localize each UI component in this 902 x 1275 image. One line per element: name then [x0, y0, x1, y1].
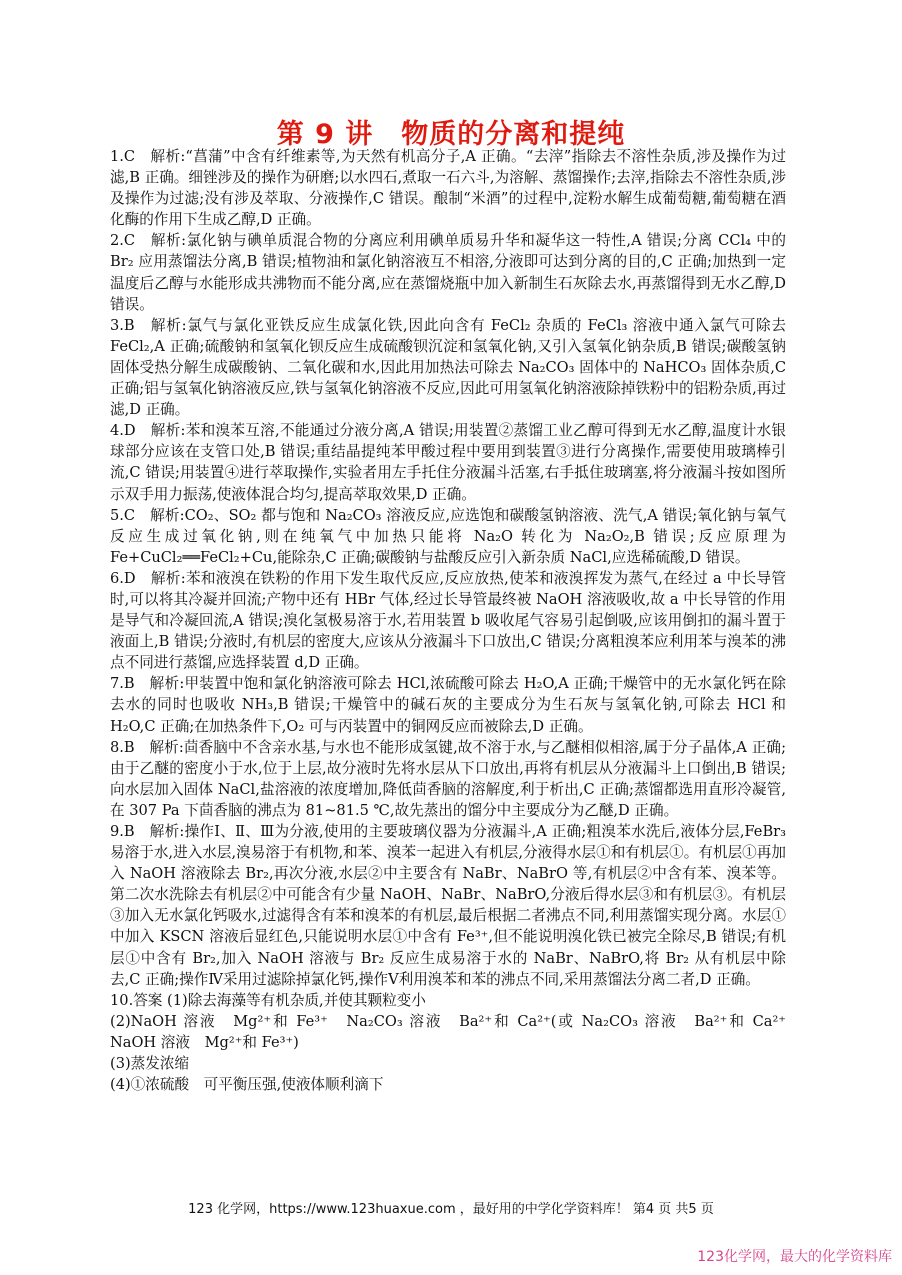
answer-item-6: 6.D 解析:苯和液溴在铁粉的作用下发生取代反应,反应放热,使苯和液溴挥发为蒸气,在经过 a 中长导管时,可以将其冷凝并回流;产物中还有 HBr 气体,经过长导管最终被 NaOH 溶液吸收,故 a 中长导管的作用是导气和冷凝回流,A 错误;溴化氢极易溶于水,若用装置 b 吸收尾气容易引起倒吸,应该用倒扣的漏斗置于液面上,B 错误;分液时,有机层的密度大,应该从分液漏斗下口放出,C 错误;分离粗溴苯应利用苯与溴苯的沸点不同进行蒸馏,应选择装置 d,D 正确。 — [110, 569, 786, 672]
answer-item-5: 5.C 解析:CO₂、SO₂ 都与饱和 Na₂CO₃ 溶液反应,应选饱和碳酸氢钠溶液、洗气,A 错误;氧化钠与氧气反应生成过氧化钠,则在纯氧气中加热只能将 Na₂O 转化为 Na₂O₂,B 错误;反应原理为 Fe+CuCl₂══FeCl₂+Cu,能除杂,C 正确;碳酸钠与盐酸反应引入新杂质 NaCl,应选稀硫酸,D 错误。 — [110, 506, 786, 566]
watermark-text: 123化学网，最大的化学资料库 — [697, 1249, 892, 1265]
answer-item-3: 3.B 解析:氯气与氯化亚铁反应生成氯化铁,因此向含有 FeCl₂ 杂质的 FeCl₃ 溶液中通入氯气可除去 FeCl₂,A 正确;硫酸钠和氢氧化钡反应生成硫酸钡沉淀和氢氧化钠,又引入氢氧化钠杂质,B 错误;碳酸氢钠固体受热分解生成碳酸钠、二氧化碳和水,因此用加热法可除去 Na₂CO₃ 固体中的 NaHCO₃ 固体杂质,C 正确;铝与氢氧化钠溶液反应,铁与氢氧化钠溶液不反应,因此可用氢氧化钠溶液除掉铁粉中的铝粉杂质,再过滤,D 正确。 — [110, 316, 786, 419]
answer-item-9: 9.B 解析:操作Ⅰ、Ⅱ、Ⅲ为分液,使用的主要玻璃仪器为分液漏斗,A 正确;粗溴苯水洗后,液体分层,FeBr₃ 易溶于水,进入水层,溴易溶于有机物,和苯、溴苯一起进入有机层,分液得水层①和有机层①。有机层①再加入 NaOH 溶液除去 Br₂,再次分液,水层②中主要含有 NaBr、NaBrO 等,有机层②中含有苯、溴苯等。第二次水洗除去有机层②中可能含有少量 NaOH、NaBr、NaBrO,分液后得水层③和有机层③。有机层③加入无水氯化钙吸水,过滤得含有苯和溴苯的有机层,最后根据二者沸点不同,利用蒸馏实现分离。水层①中加入 KSCN 溶液后显红色,只能说明水层①中含有 Fe³⁺,但不能说明溴化铁已被完全除尽,B 错误;有机层①中含有 Br₂,加入 NaOH 溶液与 Br₂ 反应生成易溶于水的 NaBr、NaBrO,将 Br₂ 从有机层中除去,C 正确;操作Ⅳ采用过滤除掉氯化钙,操作Ⅴ利用溴苯和苯的沸点不同,采用蒸馏法分离二者,D 正确。 — [110, 823, 786, 988]
answer-item-8: 8.B 解析:茴香脑中不含亲水基,与水也不能形成氢键,故不溶于水,与乙醚相似相溶,属于分子晶体,A 正确;由于乙醚的密度小于水,位于上层,故分液时先将水层从下口放出,再将有机层从分液漏斗上口倒出,B 错误;向水层加入固体 NaCl,盐溶液的浓度增加,降低茴香脑的溶解度,利于析出,C 正确;蒸馏都选用直形冷凝管,在 307 Pa 下茴香脑的沸点为 81~81.5 ℃,故先蒸出的馏分中主要成分为乙醚,D 正确。 — [110, 738, 786, 819]
answer-10-line-4: (4)①浓硫酸 可平衡压强,使液体顺利滴下 — [110, 1076, 384, 1094]
answer-10-line-3: (3)蒸发浓缩 — [110, 1055, 190, 1073]
answer-item-1: 1.C 解析:“菖蒲”中含有纤维素等,为天然有机高分子,A 正确。“去滓”指除去不溶性杂质,涉及操作为过滤,B 正确。细锉涉及的操作为研磨;以水四石,煮取一石六斗,为溶解、蒸馏操作;去滓,指除去不溶性杂质,涉及操作为过滤;没有涉及萃取、分液操作,C 错误。酿制“米酒”的过程中,淀粉水解生成葡萄糖,葡萄糖在酒化酶的作用下生成乙醇,D 正确。 — [110, 148, 786, 229]
page-footer: 123 化学网，https://www.123huaxue.com ，最好用的中学化学资料库！ 第4 页 共5 页 — [188, 1202, 714, 1217]
answer-10-line-2: (2)NaOH 溶液 Mg²⁺和 Fe³⁺ Na₂CO₃ 溶液 Ba²⁺和 Ca²⁺(或 Na₂CO₃ 溶液 Ba²⁺和 Ca²⁺ NaOH 溶液 Mg²⁺和 Fe³⁺) — [110, 1012, 801, 1051]
answer-item-4: 4.D 解析:苯和溴苯互溶,不能通过分液分离,A 错误;用装置②蒸馏工业乙醇可得到无水乙醇,温度计水银球部分应该在支管口处,B 错误;重结晶提纯苯甲酸过程中要用到装置③进行分离操作,需要使用玻璃棒引流,C 错误;用装置④进行萃取操作,实验者用左手托住分液漏斗活塞,右手抵住玻璃塞,将分液漏斗按如图所示双手用力振荡,使液体混合均匀,提高萃取效果,D 正确。 — [110, 422, 786, 503]
page-title: 第 9 讲 物质的分离和提纯 — [276, 119, 626, 150]
answer-item-2: 2.C 解析:氯化钠与碘单质混合物的分离应利用碘单质易升华和凝华这一特性,A 错误;分离 CCl₄ 中的 Br₂ 应用蒸馏法分离,B 错误;植物油和氯化钠溶液互不相溶,分液即可达到分离的目的,C 正确;加热到一定温度后乙醇与水能形成共沸物而不能分离,应在蒸馏烧瓶中加入新制生石灰除去水,再蒸馏得到无水乙醇,D 错误。 — [110, 232, 786, 313]
answer-10-line-1: 10.答案 (1)除去海藻等有机杂质,并使其颗粒变小 — [110, 991, 426, 1009]
answer-body — [110, 146, 801, 1095]
answer-item-7: 7.B 解析:甲装置中饱和氯化钠溶液可除去 HCl,浓硫酸可除去 H₂O,A 正确;干燥管中的无水氯化钙在除去水的同时也吸收 NH₃,B 错误;干燥管中的碱石灰的主要成分为生石灰与氢氧化钠,可除去 HCl 和 H₂O,C 正确;在加热条件下,O₂ 可与丙装置中的铜网反应而被除去,D 正确。 — [110, 675, 786, 735]
